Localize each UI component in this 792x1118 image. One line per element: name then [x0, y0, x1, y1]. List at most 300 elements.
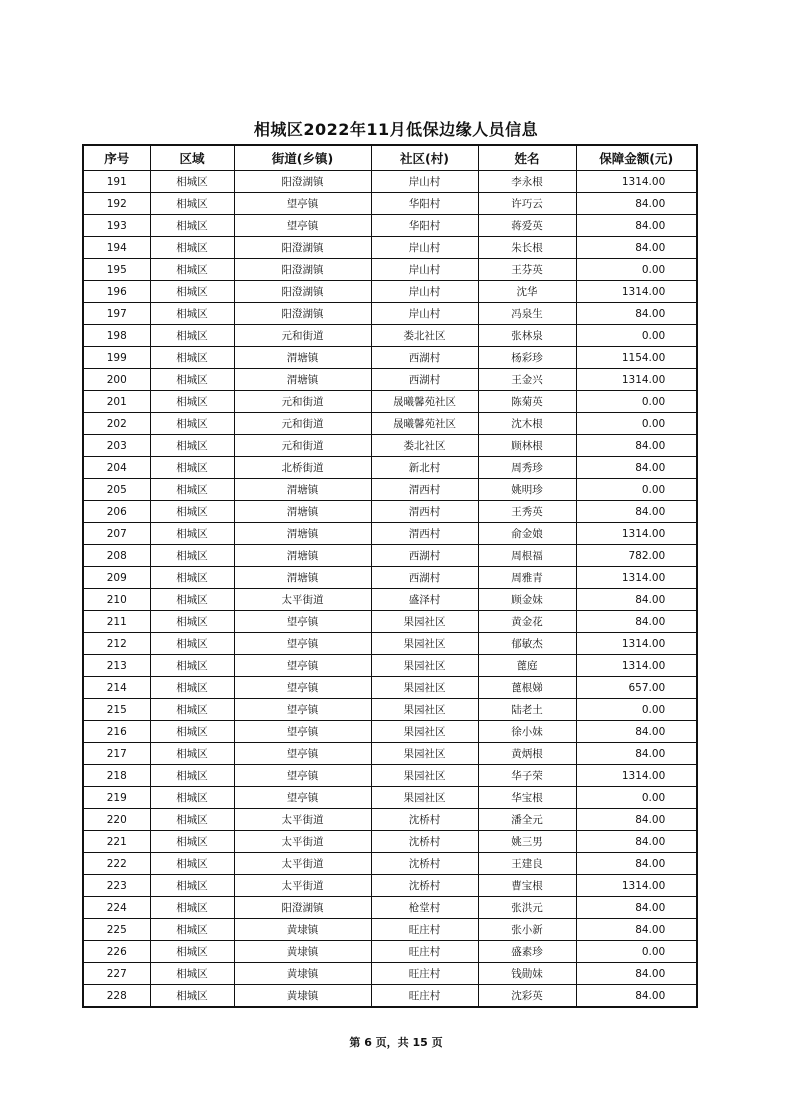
- table-row: [83, 259, 697, 281]
- amount-value: 0.00: [641, 483, 666, 496]
- cell-name: 曹宝根: [478, 875, 576, 897]
- cell-name: 姚三男: [478, 831, 576, 853]
- cell-community: 沈桥村: [371, 809, 478, 831]
- cell-region: 相城区: [150, 853, 234, 875]
- cell-community: 沈桥村: [371, 831, 478, 853]
- amount-value: 84.00: [635, 725, 666, 738]
- cell-amount: [576, 435, 697, 457]
- cell-index: 200: [83, 369, 150, 391]
- table-row: [83, 985, 697, 1008]
- cell-index: 225: [83, 919, 150, 941]
- cell-street: 渭塘镇: [234, 545, 371, 567]
- cell-name: 蓖庭: [478, 655, 576, 677]
- amount-value: 84.00: [635, 593, 666, 606]
- cell-index: 214: [83, 677, 150, 699]
- cell-name: 蓖根娣: [478, 677, 576, 699]
- table-row: [83, 457, 697, 479]
- cell-street: 渭塘镇: [234, 567, 371, 589]
- cell-name: 王秀英: [478, 501, 576, 523]
- header-street: 街道(乡镇): [234, 145, 371, 171]
- cell-street: 望亭镇: [234, 215, 371, 237]
- cell-name: 黄炳根: [478, 743, 576, 765]
- cell-region: 相城区: [150, 369, 234, 391]
- cell-community: 娄北社区: [371, 435, 478, 457]
- cell-street: 阳澄湖镇: [234, 237, 371, 259]
- table-row: [83, 787, 697, 809]
- cell-index: 196: [83, 281, 150, 303]
- table-row: [83, 501, 697, 523]
- cell-street: 望亭镇: [234, 611, 371, 633]
- table-row: [83, 193, 697, 215]
- cell-name: 钱勋妹: [478, 963, 576, 985]
- cell-amount: [576, 677, 697, 699]
- cell-region: 相城区: [150, 765, 234, 787]
- cell-amount: [576, 369, 697, 391]
- table-row: [83, 655, 697, 677]
- cell-community: 果园社区: [371, 677, 478, 699]
- cell-street: 阳澄湖镇: [234, 897, 371, 919]
- cell-name: 徐小妹: [478, 721, 576, 743]
- amount-value: 782.00: [628, 549, 666, 562]
- cell-community: 旺庄村: [371, 963, 478, 985]
- cell-amount: [576, 875, 697, 897]
- cell-amount: [576, 479, 697, 501]
- cell-community: 果园社区: [371, 633, 478, 655]
- table-row: [83, 435, 697, 457]
- cell-region: 相城区: [150, 303, 234, 325]
- cell-index: 209: [83, 567, 150, 589]
- table-row: [83, 699, 697, 721]
- table-row: [83, 369, 697, 391]
- amount-value: 84.00: [635, 197, 666, 210]
- amount-value: 1314.00: [621, 285, 666, 298]
- cell-region: 相城区: [150, 677, 234, 699]
- cell-community: 西湖村: [371, 347, 478, 369]
- cell-amount: [576, 589, 697, 611]
- cell-name: 杨彩珍: [478, 347, 576, 369]
- table-header-row: [83, 145, 697, 171]
- amount-value: 657.00: [628, 681, 666, 694]
- cell-region: 相城区: [150, 545, 234, 567]
- cell-amount: [576, 237, 697, 259]
- header-index: 序号: [83, 145, 150, 171]
- cell-name: 张洪元: [478, 897, 576, 919]
- amount-value: 0.00: [641, 703, 666, 716]
- cell-community: 岸山村: [371, 281, 478, 303]
- amount-value: 84.00: [635, 461, 666, 474]
- cell-index: 207: [83, 523, 150, 545]
- cell-name: 朱长根: [478, 237, 576, 259]
- cell-region: 相城区: [150, 567, 234, 589]
- cell-street: 阳澄湖镇: [234, 303, 371, 325]
- table-row: [83, 721, 697, 743]
- amount-value: 0.00: [641, 395, 666, 408]
- amount-value: 1314.00: [621, 769, 666, 782]
- cell-street: 望亭镇: [234, 655, 371, 677]
- cell-street: 望亭镇: [234, 193, 371, 215]
- cell-amount: [576, 941, 697, 963]
- cell-region: 相城区: [150, 699, 234, 721]
- cell-street: 渭塘镇: [234, 501, 371, 523]
- amount-value: 84.00: [635, 901, 666, 914]
- cell-street: 望亭镇: [234, 787, 371, 809]
- cell-name: 李永根: [478, 171, 576, 193]
- cell-index: 193: [83, 215, 150, 237]
- table-row: [83, 171, 697, 193]
- cell-region: 相城区: [150, 215, 234, 237]
- table-row: [83, 743, 697, 765]
- cell-region: 相城区: [150, 501, 234, 523]
- cell-index: 219: [83, 787, 150, 809]
- cell-name: 周根福: [478, 545, 576, 567]
- cell-community: 旺庄村: [371, 985, 478, 1008]
- cell-region: 相城区: [150, 523, 234, 545]
- cell-community: 果园社区: [371, 611, 478, 633]
- table-row: [83, 963, 697, 985]
- cell-index: 191: [83, 171, 150, 193]
- table-row: [83, 479, 697, 501]
- table-row: [83, 919, 697, 941]
- cell-name: 华子荣: [478, 765, 576, 787]
- cell-amount: [576, 963, 697, 985]
- cell-street: 望亭镇: [234, 677, 371, 699]
- cell-index: 226: [83, 941, 150, 963]
- cell-index: 228: [83, 985, 150, 1008]
- cell-name: 潘全元: [478, 809, 576, 831]
- cell-index: 220: [83, 809, 150, 831]
- header-amount: 保障金额(元): [576, 145, 697, 171]
- amount-value: 0.00: [641, 263, 666, 276]
- cell-street: 太平街道: [234, 853, 371, 875]
- cell-community: 娄北社区: [371, 325, 478, 347]
- cell-community: 旺庄村: [371, 919, 478, 941]
- cell-name: 冯泉生: [478, 303, 576, 325]
- cell-index: 192: [83, 193, 150, 215]
- cell-index: 212: [83, 633, 150, 655]
- cell-amount: [576, 215, 697, 237]
- cell-index: 197: [83, 303, 150, 325]
- amount-value: 84.00: [635, 241, 666, 254]
- amount-value: 84.00: [635, 307, 666, 320]
- cell-community: 果园社区: [371, 743, 478, 765]
- cell-name: 俞金娘: [478, 523, 576, 545]
- cell-community: 华阳村: [371, 215, 478, 237]
- amount-value: 84.00: [635, 835, 666, 848]
- cell-amount: [576, 787, 697, 809]
- cell-community: 晟曦馨苑社区: [371, 391, 478, 413]
- cell-community: 西湖村: [371, 545, 478, 567]
- cell-region: 相城区: [150, 435, 234, 457]
- table-row: [83, 633, 697, 655]
- cell-index: 222: [83, 853, 150, 875]
- cell-community: 渭西村: [371, 501, 478, 523]
- cell-amount: [576, 985, 697, 1008]
- cell-name: 王金兴: [478, 369, 576, 391]
- header-community: 社区(村): [371, 145, 478, 171]
- cell-street: 望亭镇: [234, 633, 371, 655]
- amount-value: 1314.00: [621, 571, 666, 584]
- cell-community: 果园社区: [371, 787, 478, 809]
- cell-street: 元和街道: [234, 391, 371, 413]
- table-row: [83, 347, 697, 369]
- amount-value: 84.00: [635, 923, 666, 936]
- amount-value: 84.00: [635, 505, 666, 518]
- cell-name: 姚明珍: [478, 479, 576, 501]
- cell-street: 渭塘镇: [234, 369, 371, 391]
- cell-name: 周秀珍: [478, 457, 576, 479]
- cell-community: 果园社区: [371, 765, 478, 787]
- cell-amount: [576, 655, 697, 677]
- cell-amount: [576, 523, 697, 545]
- amount-value: 0.00: [641, 945, 666, 958]
- cell-amount: [576, 721, 697, 743]
- amount-value: 1314.00: [621, 659, 666, 672]
- cell-index: 227: [83, 963, 150, 985]
- cell-region: 相城区: [150, 941, 234, 963]
- cell-community: 盛泽村: [371, 589, 478, 611]
- cell-community: 晟曦馨苑社区: [371, 413, 478, 435]
- data-table: [82, 144, 698, 1008]
- cell-index: 223: [83, 875, 150, 897]
- amount-value: 84.00: [635, 219, 666, 232]
- amount-value: 84.00: [635, 967, 666, 980]
- cell-street: 阳澄湖镇: [234, 259, 371, 281]
- cell-index: 195: [83, 259, 150, 281]
- cell-index: 213: [83, 655, 150, 677]
- table-row: [83, 325, 697, 347]
- cell-amount: [576, 809, 697, 831]
- cell-street: 黄埭镇: [234, 941, 371, 963]
- cell-amount: [576, 501, 697, 523]
- cell-region: 相城区: [150, 237, 234, 259]
- cell-index: 217: [83, 743, 150, 765]
- cell-community: 岸山村: [371, 237, 478, 259]
- cell-name: 周雅青: [478, 567, 576, 589]
- cell-region: 相城区: [150, 963, 234, 985]
- cell-amount: [576, 743, 697, 765]
- cell-region: 相城区: [150, 831, 234, 853]
- cell-amount: [576, 567, 697, 589]
- cell-region: 相城区: [150, 413, 234, 435]
- cell-region: 相城区: [150, 611, 234, 633]
- page-footer: 第 6 页，共 15 页: [349, 1036, 443, 1049]
- cell-community: 果园社区: [371, 655, 478, 677]
- cell-amount: [576, 699, 697, 721]
- cell-region: 相城区: [150, 171, 234, 193]
- cell-region: 相城区: [150, 193, 234, 215]
- cell-index: 201: [83, 391, 150, 413]
- cell-community: 西湖村: [371, 369, 478, 391]
- cell-index: 208: [83, 545, 150, 567]
- cell-index: 202: [83, 413, 150, 435]
- cell-community: 岸山村: [371, 303, 478, 325]
- cell-community: 岸山村: [371, 259, 478, 281]
- cell-amount: [576, 897, 697, 919]
- cell-region: 相城区: [150, 479, 234, 501]
- cell-community: 枪堂村: [371, 897, 478, 919]
- table-row: [83, 567, 697, 589]
- cell-community: 沈桥村: [371, 853, 478, 875]
- table-row: [83, 545, 697, 567]
- cell-street: 望亭镇: [234, 699, 371, 721]
- cell-community: 华阳村: [371, 193, 478, 215]
- cell-region: 相城区: [150, 347, 234, 369]
- table-row: [83, 391, 697, 413]
- cell-amount: [576, 193, 697, 215]
- cell-street: 黄埭镇: [234, 919, 371, 941]
- cell-index: 210: [83, 589, 150, 611]
- cell-name: 陈菊英: [478, 391, 576, 413]
- cell-street: 北桥街道: [234, 457, 371, 479]
- table-row: [83, 303, 697, 325]
- cell-region: 相城区: [150, 875, 234, 897]
- cell-name: 蒋爱英: [478, 215, 576, 237]
- amount-value: 1314.00: [621, 637, 666, 650]
- cell-street: 太平街道: [234, 809, 371, 831]
- cell-region: 相城区: [150, 787, 234, 809]
- cell-street: 阳澄湖镇: [234, 281, 371, 303]
- cell-street: 望亭镇: [234, 721, 371, 743]
- cell-region: 相城区: [150, 391, 234, 413]
- cell-name: 顾林根: [478, 435, 576, 457]
- amount-value: 84.00: [635, 813, 666, 826]
- cell-region: 相城区: [150, 633, 234, 655]
- cell-name: 王芬英: [478, 259, 576, 281]
- amount-value: 84.00: [635, 439, 666, 452]
- cell-index: 211: [83, 611, 150, 633]
- cell-street: 元和街道: [234, 413, 371, 435]
- page-title: 相城区2022年11月低保边缘人员信息: [253, 120, 539, 139]
- cell-region: 相城区: [150, 897, 234, 919]
- cell-index: 198: [83, 325, 150, 347]
- cell-region: 相城区: [150, 809, 234, 831]
- cell-name: 沈彩英: [478, 985, 576, 1008]
- table-row: [83, 589, 697, 611]
- cell-street: 望亭镇: [234, 743, 371, 765]
- table-row: [83, 897, 697, 919]
- table-row: [83, 941, 697, 963]
- cell-name: 张小新: [478, 919, 576, 941]
- table-row: [83, 677, 697, 699]
- cell-amount: [576, 853, 697, 875]
- cell-street: 太平街道: [234, 589, 371, 611]
- amount-value: 84.00: [635, 857, 666, 870]
- cell-amount: [576, 765, 697, 787]
- cell-street: 渭塘镇: [234, 479, 371, 501]
- cell-region: 相城区: [150, 655, 234, 677]
- cell-street: 元和街道: [234, 435, 371, 457]
- cell-community: 渭西村: [371, 523, 478, 545]
- table-row: [83, 237, 697, 259]
- cell-amount: [576, 303, 697, 325]
- table-row: [83, 281, 697, 303]
- table-row: [83, 875, 697, 897]
- cell-amount: [576, 919, 697, 941]
- cell-street: 太平街道: [234, 875, 371, 897]
- amount-value: 1314.00: [621, 527, 666, 540]
- cell-index: 221: [83, 831, 150, 853]
- cell-name: 王建良: [478, 853, 576, 875]
- cell-street: 渭塘镇: [234, 347, 371, 369]
- amount-value: 1154.00: [621, 351, 666, 364]
- cell-region: 相城区: [150, 589, 234, 611]
- cell-community: 旺庄村: [371, 941, 478, 963]
- cell-index: 215: [83, 699, 150, 721]
- header-region: 区域: [150, 145, 234, 171]
- cell-amount: [576, 391, 697, 413]
- table-row: [83, 809, 697, 831]
- amount-value: 0.00: [641, 329, 666, 342]
- cell-community: 沈桥村: [371, 875, 478, 897]
- table-row: [83, 831, 697, 853]
- cell-community: 岸山村: [371, 171, 478, 193]
- table-row: [83, 413, 697, 435]
- amount-value: 1314.00: [621, 175, 666, 188]
- cell-region: 相城区: [150, 325, 234, 347]
- cell-street: 黄埭镇: [234, 985, 371, 1008]
- cell-amount: [576, 545, 697, 567]
- table-body: [83, 171, 697, 1008]
- cell-name: 陆老土: [478, 699, 576, 721]
- cell-street: 元和街道: [234, 325, 371, 347]
- cell-amount: [576, 413, 697, 435]
- cell-street: 太平街道: [234, 831, 371, 853]
- cell-region: 相城区: [150, 743, 234, 765]
- cell-index: 203: [83, 435, 150, 457]
- cell-street: 渭塘镇: [234, 523, 371, 545]
- cell-community: 果园社区: [371, 699, 478, 721]
- cell-community: 西湖村: [371, 567, 478, 589]
- cell-index: 205: [83, 479, 150, 501]
- amount-value: 1314.00: [621, 879, 666, 892]
- cell-amount: [576, 457, 697, 479]
- cell-region: 相城区: [150, 457, 234, 479]
- cell-community: 果园社区: [371, 721, 478, 743]
- cell-amount: [576, 611, 697, 633]
- cell-region: 相城区: [150, 919, 234, 941]
- amount-value: 0.00: [641, 791, 666, 804]
- cell-amount: [576, 347, 697, 369]
- cell-amount: [576, 633, 697, 655]
- cell-name: 顾金妹: [478, 589, 576, 611]
- header-name: 姓名: [478, 145, 576, 171]
- cell-name: 许巧云: [478, 193, 576, 215]
- cell-name: 沈华: [478, 281, 576, 303]
- cell-region: 相城区: [150, 281, 234, 303]
- cell-index: 224: [83, 897, 150, 919]
- cell-name: 华宝根: [478, 787, 576, 809]
- amount-value: 0.00: [641, 417, 666, 430]
- cell-community: 新北村: [371, 457, 478, 479]
- cell-street: 望亭镇: [234, 765, 371, 787]
- amount-value: 84.00: [635, 615, 666, 628]
- cell-street: 阳澄湖镇: [234, 171, 371, 193]
- cell-region: 相城区: [150, 721, 234, 743]
- cell-name: 盛素珍: [478, 941, 576, 963]
- cell-amount: [576, 171, 697, 193]
- amount-value: 84.00: [635, 747, 666, 760]
- cell-amount: [576, 281, 697, 303]
- amount-value: 84.00: [635, 989, 666, 1002]
- table-row: [83, 765, 697, 787]
- cell-name: 张林泉: [478, 325, 576, 347]
- amount-value: 1314.00: [621, 373, 666, 386]
- cell-index: 194: [83, 237, 150, 259]
- cell-index: 199: [83, 347, 150, 369]
- cell-community: 渭西村: [371, 479, 478, 501]
- table-row: [83, 853, 697, 875]
- table-row: [83, 215, 697, 237]
